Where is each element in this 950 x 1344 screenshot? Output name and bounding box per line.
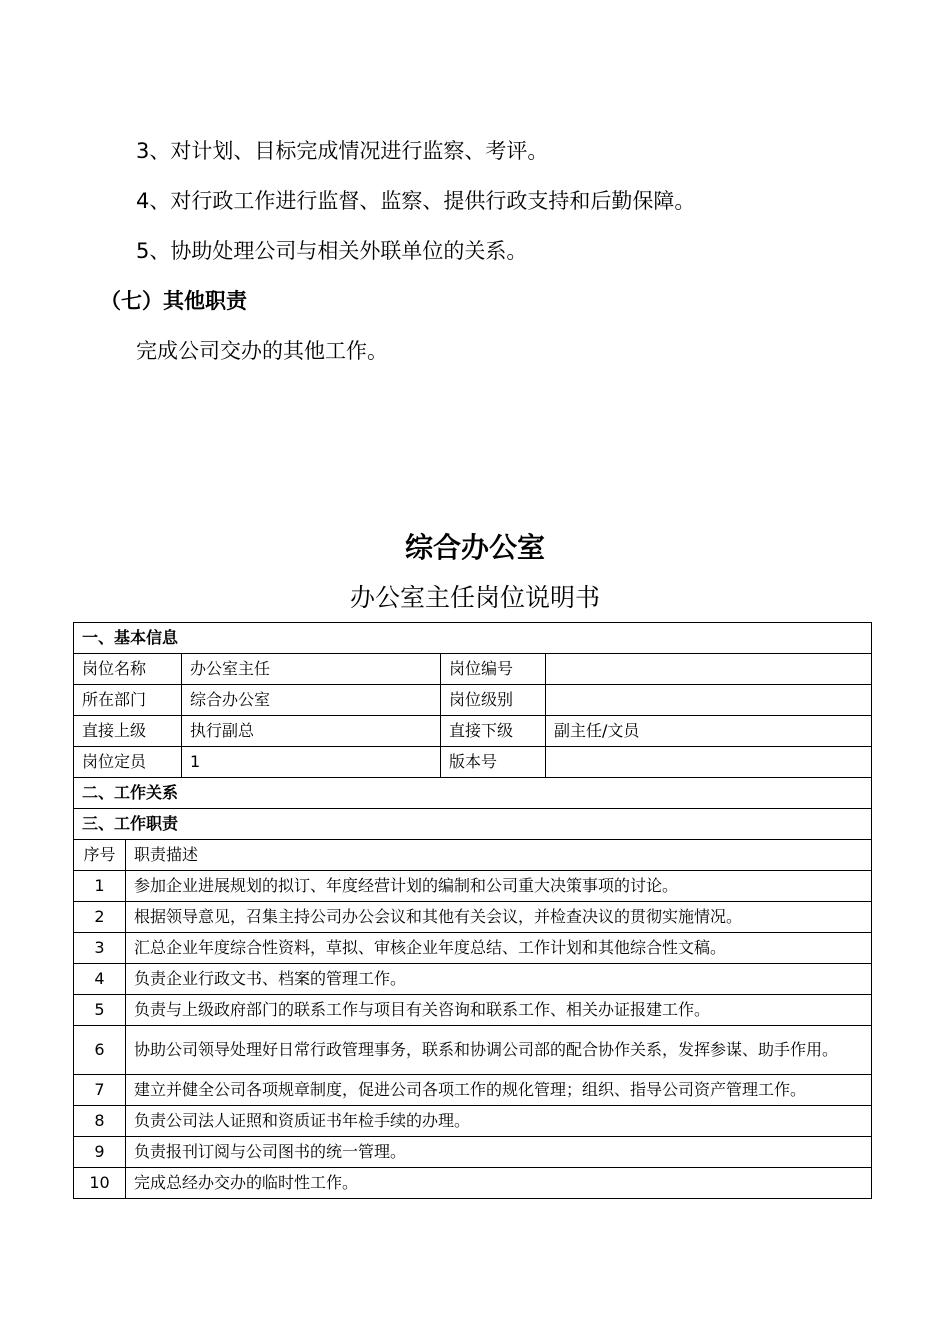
duty-description: 协助公司领导处理好日常行政管理事务，联系和协调公司部的配合协作关系，发挥参谋、助手作用。 [126,1026,872,1075]
basic-info-row [74,654,872,685]
field-value: 副主任/文员 [546,716,872,747]
duty-description: 负责与上级政府部门的联系工作与项目有关咨询和联系工作、相关办证报建工作。 [126,995,872,1026]
job-description-table [73,622,872,1199]
duty-row [74,995,872,1026]
duty-description-header: 职责描述 [126,840,872,871]
field-label: 岗位级别 [441,685,546,716]
duty-number: 3 [74,933,126,964]
field-value [546,654,872,685]
duty-description: 建立并健全公司各项规章制度，促进公司各项工作的规化管理；组织、指导公司资产管理工作。 [126,1075,872,1106]
section-work-relations: 二、工作关系 [74,778,872,809]
document-title: 综合办公室 [404,531,545,564]
duty-description: 完成总经办交办的临时性工作。 [126,1168,872,1199]
duty-row [74,1075,872,1106]
field-value: 执行副总 [182,716,441,747]
duty-row [74,1026,872,1075]
duty-description: 汇总企业年度综合性资料，草拟、审核企业年度总结、工作计划和其他综合性文稿。 [126,933,872,964]
section-basic-info: 一、基本信息 [74,623,872,654]
section-row [74,809,872,840]
other-duties-text: 完成公司交办的其他工作。 [136,339,388,363]
duty-item-5: 5、协助处理公司与相关外联单位的关系。 [136,239,528,263]
duty-header-row [74,840,872,871]
duty-number: 8 [74,1106,126,1137]
duty-description: 负责企业行政文书、档案的管理工作。 [126,964,872,995]
duty-row [74,1137,872,1168]
duty-row [74,964,872,995]
section-heading-other-duties: （七）其他职责 [100,289,247,313]
duty-description: 根据领导意见，召集主持公司办公会议和其他有关会议，并检查决议的贯彻实施情况。 [126,902,872,933]
duty-number: 6 [74,1026,126,1075]
duty-description: 负责报刊订阅与公司图书的统一管理。 [126,1137,872,1168]
field-label: 直接上级 [74,716,182,747]
duty-description: 参加企业进展规划的拟订、年度经营计划的编制和公司重大决策事项的讨论。 [126,871,872,902]
document-subtitle: 办公室主任岗位说明书 [349,583,600,612]
duty-number: 4 [74,964,126,995]
section-row [74,623,872,654]
duty-number: 9 [74,1137,126,1168]
duty-row [74,902,872,933]
field-label: 版本号 [441,747,546,778]
duty-number-header: 序号 [74,840,126,871]
duty-number: 5 [74,995,126,1026]
duty-number: 10 [74,1168,126,1199]
section-row [74,778,872,809]
field-label: 岗位编号 [441,654,546,685]
duty-number: 1 [74,871,126,902]
section-work-duties: 三、工作职责 [74,809,872,840]
duty-description: 负责公司法人证照和资质证书年检手续的办理。 [126,1106,872,1137]
duty-number: 7 [74,1075,126,1106]
field-value [546,685,872,716]
field-label: 岗位名称 [74,654,182,685]
duty-number: 2 [74,902,126,933]
field-value [546,747,872,778]
basic-info-row [74,716,872,747]
duty-item-4: 4、对行政工作进行监督、监察、提供行政支持和后勤保障。 [136,189,696,213]
field-value: 1 [182,747,441,778]
field-value: 综合办公室 [182,685,441,716]
duty-row [74,1168,872,1199]
field-value: 办公室主任 [182,654,441,685]
field-label: 所在部门 [74,685,182,716]
field-label: 岗位定员 [74,747,182,778]
basic-info-row [74,685,872,716]
duty-item-3: 3、对计划、目标完成情况进行监察、考评。 [136,139,549,163]
duty-row [74,933,872,964]
field-label: 直接下级 [441,716,546,747]
duty-row [74,871,872,902]
basic-info-row [74,747,872,778]
duty-row [74,1106,872,1137]
